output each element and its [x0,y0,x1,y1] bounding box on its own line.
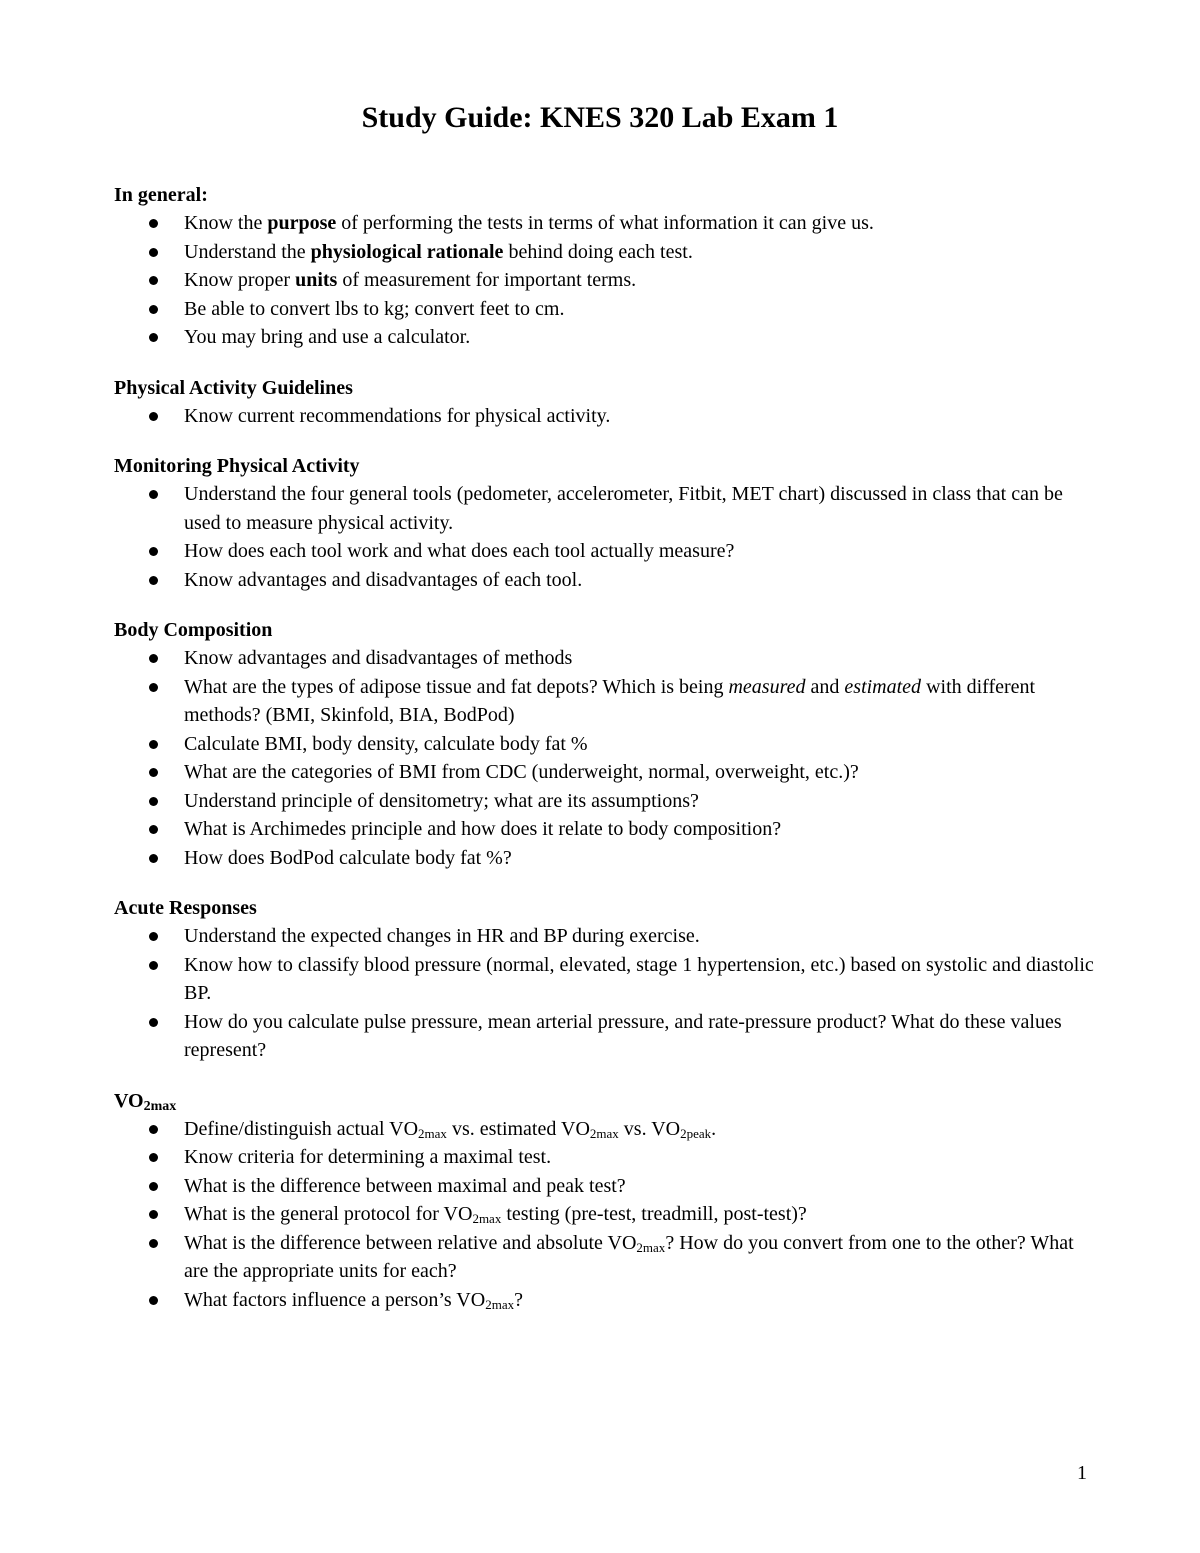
list-item: How does each tool work and what does each tool actually measure? [114,537,1094,566]
list-item: Be able to convert lbs to kg; convert feet to cm. [114,295,1094,324]
list-item: Understand the physiological rationale behind doing each test. [114,238,1094,267]
document-body [114,181,1094,1336]
bullet-icon [149,1153,158,1162]
list-item: What is the difference between maximal and peak test? [114,1172,1094,1201]
list-item: What factors influence a person’s $VO_{2max}$? [114,1286,1094,1315]
list-item: Know how to classify blood pressure (normal, elevated, stage 1 hypertension, etc.) based on systolic and diastolic BP. [114,951,1094,1008]
list-item: What is the general protocol for $VO_{2max}$ testing (pre-test, treadmill, post-test)? [114,1200,1094,1229]
bullet-icon [149,305,158,314]
list-item: You may bring and use a calculator. [114,323,1094,352]
bullet-icon [149,740,158,749]
list-item: What are the types of adipose tissue and fat depots? Which is being measured and estimated with different methods? (BMI, Skinfold, BIA, BodPod) [114,673,1094,730]
bullet-icon [149,825,158,834]
bullet-list [114,922,1094,1065]
bullet-icon [149,797,158,806]
bullet-icon [149,576,158,585]
bullet-icon [149,961,158,970]
page-title: Study Guide: KNES 320 Lab Exam 1 [361,101,839,134]
bullet-list [114,402,1094,431]
bullet-icon [149,683,158,692]
bullet-icon [149,412,158,421]
list-item: Know proper units of measurement for important terms. [114,266,1094,295]
section-heading: Body Composition [114,619,273,641]
section-heading: Monitoring Physical Activity [114,455,360,477]
bullet-icon [149,854,158,863]
bullet-icon [149,248,158,257]
list-item: Know advantages and disadvantages of methods [114,644,1094,673]
list-item: What is the difference between relative and absolute $VO_{2max}$? How do you convert from one to the other? What are the appropriate units for each? [114,1229,1094,1286]
bullet-icon [149,1125,158,1134]
bullet-icon [149,1182,158,1191]
bullet-list [114,209,1094,352]
bullet-list [114,644,1094,872]
list-item: Calculate BMI, body density, calculate body fat % [114,730,1094,759]
page-number: 1 [1077,1462,1087,1484]
section-heading: Acute Responses [114,897,257,919]
bullet-icon [149,333,158,342]
list-item: Know advantages and disadvantages of each tool. [114,566,1094,595]
bullet-icon [149,1018,158,1027]
section-heading: $VO_{2max}$ [114,1089,177,1114]
list-item: Know the purpose of performing the tests in terms of what information it can give us. [114,209,1094,238]
section-monitoring [114,452,1094,594]
bullet-list [114,480,1094,594]
section-vo2max [114,1087,1094,1315]
bullet-icon [149,490,158,499]
bullet-icon [149,1296,158,1305]
bullet-icon [149,654,158,663]
list-item: How does BodPod calculate body fat %? [114,844,1094,873]
bullet-icon [149,219,158,228]
bullet-icon [149,276,158,285]
list-item: Know criteria for determining a maximal test. [114,1143,1094,1172]
section-acute-responses [114,894,1094,1065]
list-item: Understand the four general tools (pedometer, accelerometer, Fitbit, MET chart) discussed in class that can be used to measure physical activity. [114,480,1094,537]
bullet-list [114,1115,1094,1315]
section-general [114,181,1094,352]
list-item: Understand principle of densitometry; what are its assumptions? [114,787,1094,816]
section-heading: Physical Activity Guidelines [114,376,353,399]
list-item: How do you calculate pulse pressure, mean arterial pressure, and rate-pressure product? What do these values represent? [114,1008,1094,1065]
list-item: What is Archimedes principle and how does it relate to body composition? [114,815,1094,844]
bullet-icon [149,932,158,941]
bullet-icon [149,768,158,777]
section-heading: In general: [114,184,208,206]
bullet-icon [149,1210,158,1219]
list-item: Define/distinguish actual $VO_{2max}$ vs. estimated $VO_{2max}$ vs. $VO_{2peak}$. [114,1115,1094,1144]
section-guidelines [114,374,1094,431]
list-item: Understand the expected changes in HR and BP during exercise. [114,922,1094,951]
list-item: Know current recommendations for physical activity. [114,402,1094,431]
bullet-icon [149,547,158,556]
bullet-icon [149,1239,158,1248]
section-body-composition [114,616,1094,872]
list-item: What are the categories of BMI from CDC (underweight, normal, overweight, etc.)? [114,758,1094,787]
